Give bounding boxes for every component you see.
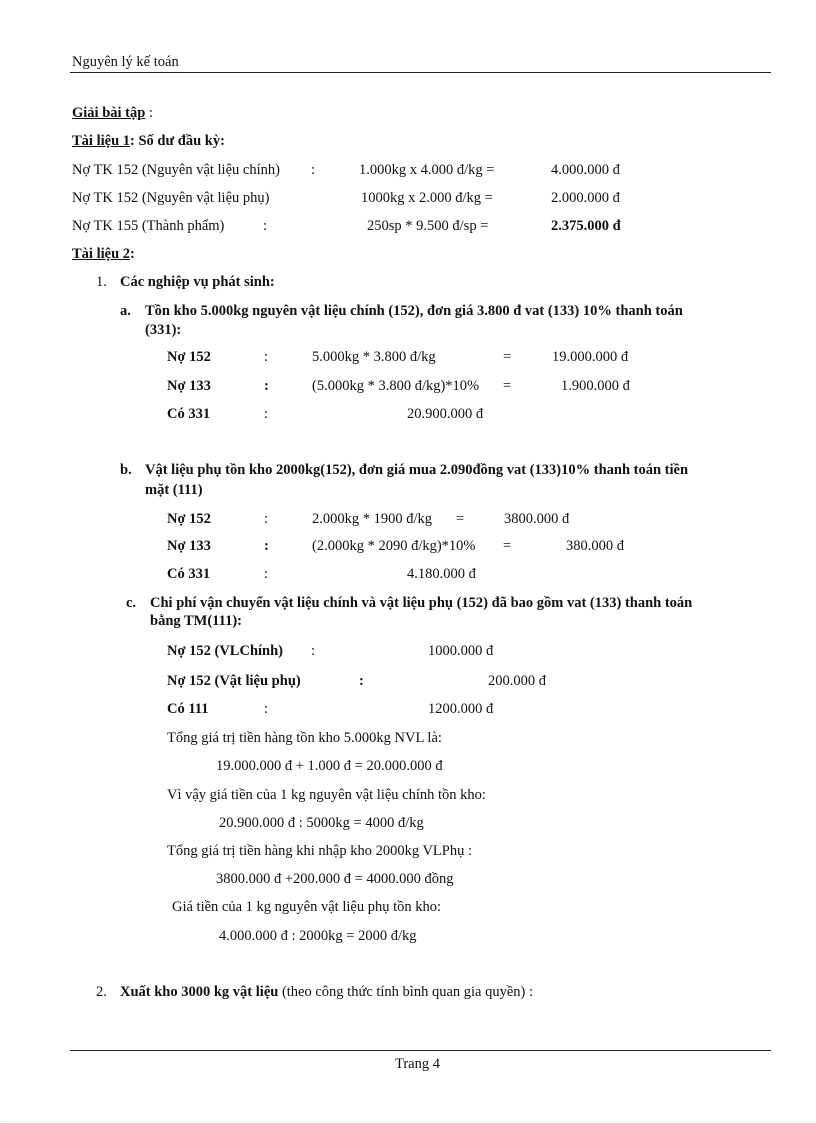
c-note-3: Vì vậy giá tiền của 1 kg nguyên vật liệu chính tồn kho: (167, 787, 486, 803)
item-a-letter: a. (120, 303, 131, 319)
item1-number: 1. (96, 274, 107, 290)
b-entry2-sep: : (264, 538, 269, 554)
a-entry1-amount: 19.000.000 đ (552, 349, 629, 365)
c-note-4: 20.900.000 đ : 5000kg = 4000 đ/kg (219, 815, 424, 831)
a-entry2-amount: 1.900.000 đ (561, 378, 630, 394)
c-entry2-sep: : (359, 673, 364, 689)
b-entry1-sep: : (264, 511, 269, 527)
c-note-1: Tổng giá trị tiền hàng tồn kho 5.000kg NVL là: (167, 730, 442, 746)
b-entry1-eq: = (456, 511, 465, 527)
c-entry3-amount: 1200.000 đ (428, 701, 494, 717)
b-entry1-amount: 3800.000 đ (504, 511, 570, 527)
item-b-line2: mặt (111) (145, 482, 203, 498)
a-entry3-account: Có 331 (167, 406, 211, 422)
doc1-row3-calc: 250sp * 9.500 đ/sp = (367, 218, 489, 234)
doc1-row1-account: Nợ TK 152 (Nguyên vật liệu chính) (72, 162, 280, 178)
header-rule (70, 72, 771, 73)
item2-title (120, 983, 533, 1001)
b-entry2-eq: = (503, 538, 512, 554)
page-bottom-border (0, 1121, 816, 1122)
item-c-letter: c. (126, 595, 137, 611)
c-entry1-account: Nợ 152 (VLChính) (167, 643, 283, 659)
a-entry1-sep: : (264, 349, 269, 365)
doc2-label-suffix: : (130, 246, 135, 262)
b-entry2-calc: (2.000kg * 2090 đ/kg)*10% (312, 538, 476, 554)
c-note-2: 19.000.000 đ + 1.000 đ = 20.000.000 đ (216, 758, 443, 774)
doc1-row2-amount: 2.000.000 đ (551, 190, 620, 206)
doc1-row2-calc: 1000kg x 2.000 đ/kg = (361, 190, 493, 206)
doc1-heading (72, 132, 225, 150)
b-entry1-account: Nợ 152 (167, 511, 211, 527)
doc1-label: Tài liệu 1 (72, 133, 131, 149)
b-entry2-account: Nợ 133 (167, 538, 211, 554)
page-number: Trang 4 (395, 1056, 440, 1072)
a-entry3-sep: : (264, 406, 269, 422)
b-entry3-sep: : (264, 566, 269, 582)
page-header-title: Nguyên lý kế toán (72, 54, 179, 70)
doc1-row3-sep: : (263, 218, 268, 234)
item-a-line1: Tồn kho 5.000kg nguyên vật liệu chính (152), đơn giá 3.800 đ vat (133) 10% thanh toán (145, 303, 683, 319)
a-entry2-eq: = (503, 378, 512, 394)
doc2-label: Tài liệu 2 (72, 246, 131, 262)
b-entry3-account: Có 331 (167, 566, 211, 582)
doc1-row2-account: Nợ TK 152 (Nguyên vật liệu phụ) (72, 190, 270, 206)
c-entry2-account: Nợ 152 (Vật liệu phụ) (167, 673, 301, 689)
solution-heading (72, 104, 153, 122)
c-note-7: Giá tiền của 1 kg nguyên vật liệu phụ tồn kho: (172, 899, 442, 915)
item-c-line2: bằng TM(111): (150, 613, 242, 629)
a-entry3-amount: 20.900.000 đ (407, 406, 484, 422)
item2-title-rest: (theo công thức tính bình quan gia quyền) : (278, 984, 534, 1000)
item2-title-bold: Xuất kho 3000 kg vật liệu (120, 984, 279, 1000)
doc1-row1-sep: : (311, 162, 316, 178)
footer-rule (70, 1050, 771, 1051)
item-b-letter: b. (120, 462, 132, 478)
c-entry3-account: Có 111 (167, 701, 209, 717)
c-entry1-amount: 1000.000 đ (428, 643, 494, 659)
b-entry1-calc: 2.000kg * 1900 đ/kg (312, 511, 433, 527)
doc1-row1-amount: 4.000.000 đ (551, 162, 620, 178)
item-b-line1: Vật liệu phụ tồn kho 2000kg(152), đơn giá mua 2.090đồng vat (133)10% thanh toán tiền (145, 462, 689, 478)
item-a-line2: (331): (145, 322, 182, 338)
b-entry2-amount: 380.000 đ (566, 538, 624, 554)
a-entry2-sep: : (264, 378, 269, 394)
c-entry1-sep: : (311, 643, 316, 659)
a-entry2-calc: (5.000kg * 3.800 đ/kg)*10% (312, 378, 480, 394)
doc1-row1-calc: 1.000kg x 4.000 đ/kg = (359, 162, 495, 178)
b-entry3-amount: 4.180.000 đ (407, 566, 476, 582)
item-c-line1: Chi phí vận chuyển vật liệu chính và vật liệu phụ (152) đã bao gồm vat (133) thanh toán (150, 595, 693, 611)
solution-heading-suffix: : (145, 105, 153, 121)
item2-number: 2. (96, 984, 107, 1000)
c-note-8: 4.000.000 đ : 2000kg = 2000 đ/kg (219, 928, 417, 944)
doc1-label-suffix: : Số dư đầu kỳ: (130, 133, 225, 149)
c-entry2-amount: 200.000 đ (488, 673, 546, 689)
doc1-row3-amount: 2.375.000 đ (551, 218, 621, 234)
c-note-5: Tổng giá trị tiền hàng khi nhập kho 2000kg VLPhụ : (167, 843, 473, 859)
a-entry1-calc: 5.000kg * 3.800 đ/kg (312, 349, 436, 365)
a-entry2-account: Nợ 133 (167, 378, 211, 394)
a-entry1-account: Nợ 152 (167, 349, 211, 365)
doc1-row3-account: Nợ TK 155 (Thành phẩm) (72, 218, 225, 234)
item1-title: Các nghiệp vụ phát sinh: (120, 274, 275, 290)
a-entry1-eq: = (503, 349, 512, 365)
c-entry3-sep: : (264, 701, 269, 717)
c-note-6: 3800.000 đ +200.000 đ = 4000.000 đồng (216, 871, 454, 887)
solution-heading-text: Giải bài tập (72, 105, 146, 121)
doc2-heading (72, 245, 135, 263)
